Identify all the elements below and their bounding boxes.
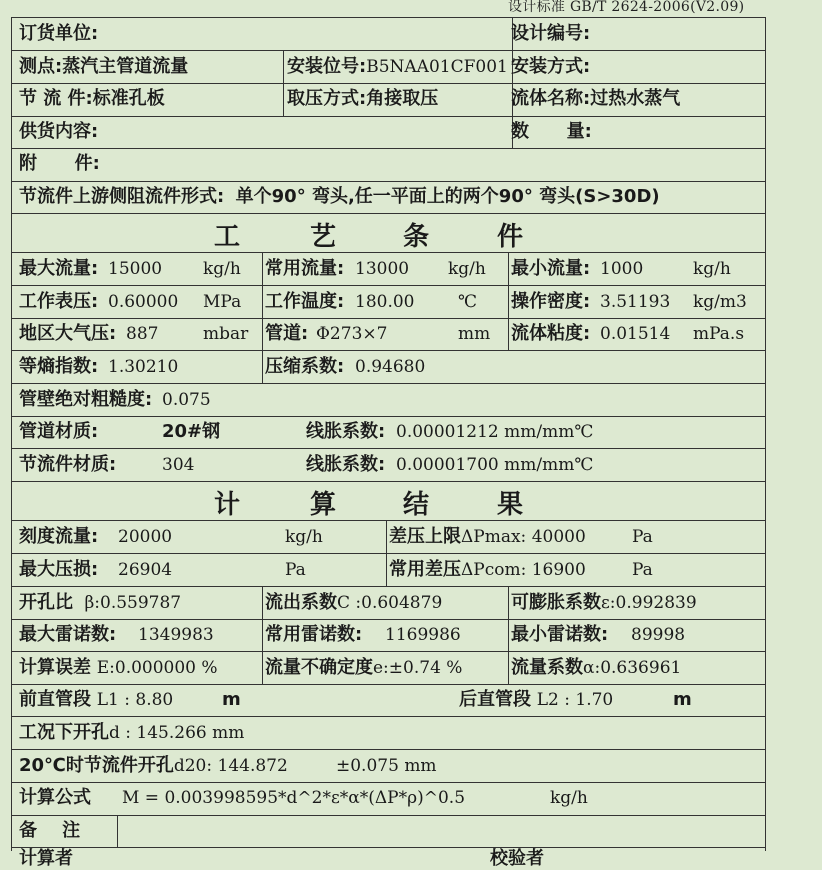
- row-divider: [11, 448, 765, 449]
- row-divider: [11, 383, 765, 384]
- row-divider: [11, 619, 765, 620]
- atm-pressure-value: 887: [126, 324, 159, 344]
- re-max-label: 最大雷诺数:: [19, 624, 117, 645]
- row-divider: [11, 285, 765, 286]
- normal-flow-value: 13000: [355, 259, 410, 279]
- max-loss-value: 26904: [118, 560, 173, 580]
- max-loss-label: 最大压损:: [19, 559, 99, 580]
- compressibility-value: 0.94680: [355, 357, 426, 377]
- bore-working-label: 工况下开孔: [19, 722, 109, 743]
- row-divider: [11, 684, 765, 685]
- tap-method-label: 取压方式:: [287, 88, 367, 109]
- row-divider: [11, 318, 765, 319]
- dp-max: [389, 526, 586, 548]
- max-flow-label: 最大流量:: [19, 258, 99, 279]
- formula-unit: kg/h: [550, 788, 588, 808]
- roughness-value: 0.075: [162, 390, 211, 410]
- tap-method: [287, 88, 438, 110]
- row-divider: [11, 148, 765, 149]
- col-divider: [117, 815, 118, 847]
- row-divider: [11, 416, 765, 417]
- bore-working: [19, 722, 244, 744]
- col-divider: [262, 252, 263, 383]
- beta-label: 开孔比: [19, 592, 73, 613]
- section-char: 工: [214, 222, 243, 252]
- discharge-coef-label: 流出系数: [265, 592, 337, 613]
- compressibility-label: 压缩系数:: [265, 356, 345, 377]
- dp-common-label: 常用差压: [389, 559, 461, 580]
- checked-by-label: 校验者: [490, 848, 544, 869]
- design-standard: 设计标准 GB/T 2624-2006(V2.09): [508, 0, 745, 15]
- discharge-coef: [265, 592, 442, 614]
- re-normal-label: 常用雷诺数:: [265, 624, 363, 645]
- scale-flow-value: 20000: [118, 527, 173, 547]
- calculated-by-label: 计算者: [19, 848, 73, 869]
- dp-max-label: 差压上限: [389, 526, 461, 547]
- work-temp-unit: ℃: [458, 292, 478, 312]
- row-divider: [11, 553, 765, 554]
- scale-flow-label: 刻度流量:: [19, 526, 99, 547]
- measure-point-label: 测点:: [19, 56, 63, 77]
- isentropic-value: 1.30210: [108, 357, 179, 377]
- re-min-value: 89998: [631, 625, 686, 645]
- row-divider: [11, 83, 765, 84]
- element-expansion-label: 线胀系数:: [306, 454, 386, 475]
- row-divider: [11, 116, 765, 117]
- work-temp-value: 180.00: [355, 292, 415, 312]
- section-char: 艺: [310, 222, 339, 252]
- density-label: 操作密度:: [511, 291, 591, 312]
- section-char: 计: [214, 490, 243, 520]
- downstream-straight: [459, 689, 613, 711]
- work-pressure-value: 0.60000: [108, 292, 179, 312]
- col-divider: [386, 520, 387, 586]
- bore-20c: [19, 755, 288, 777]
- fluid-name-label: 流体名称:: [511, 88, 591, 109]
- measure-point-value: 蒸汽主管道流量: [62, 56, 189, 77]
- pipe-expansion-label: 线胀系数:: [306, 421, 386, 442]
- viscosity-label: 流体粘度:: [511, 323, 591, 344]
- formula-value: M = 0.003998595*d^2*ε*α*(ΔP*ρ)^0.5: [122, 788, 466, 808]
- section-char: 果: [497, 490, 526, 520]
- upstream-straight: [19, 689, 173, 711]
- row-divider: [11, 847, 765, 848]
- col-divider: [508, 252, 509, 350]
- element-expansion-value: 0.00001700 mm/mm℃: [396, 455, 594, 475]
- density-unit: kg/m3: [693, 292, 747, 312]
- upstream-fitting-label: 节流件上游侧阻流件形式:: [19, 186, 225, 207]
- row-divider: [11, 815, 765, 816]
- density-value: 3.51193: [600, 292, 671, 312]
- re-max-value: 1349983: [138, 625, 214, 645]
- tap-method-value: 角接取压: [366, 88, 439, 109]
- install-method-label: 安装方式:: [511, 56, 591, 77]
- pipe-label: 管道:: [265, 323, 309, 344]
- flow-coefficient: [511, 657, 681, 679]
- upstream-straight-value: L1 : 8.80: [96, 690, 174, 710]
- throttle-element-value: 标准孔板: [92, 88, 165, 109]
- upstream-straight-unit: m: [222, 689, 241, 710]
- attachment-label: 附 件:: [19, 153, 100, 174]
- row-divider: [11, 520, 765, 521]
- upstream-fitting-value: 单个90° 弯头,任一平面上的两个90° 弯头(S>30D): [235, 186, 660, 207]
- section-char: 件: [497, 222, 526, 252]
- element-material-value: 304: [162, 455, 195, 475]
- expansibility-value: ε:0.992839: [601, 593, 697, 613]
- beta-ratio: [19, 592, 181, 614]
- downstream-straight-unit: m: [673, 689, 692, 710]
- dp-common-unit: Pa: [632, 560, 653, 580]
- row-divider: [11, 17, 765, 18]
- min-flow-unit: kg/h: [693, 259, 731, 279]
- install-position-label: 安装位号:: [287, 56, 367, 77]
- upstream-straight-label: 前直管段: [19, 689, 91, 710]
- dp-common-value: ΔPcom: 16900: [461, 560, 586, 580]
- re-min-label: 最小雷诺数:: [511, 624, 609, 645]
- section-char: 结: [403, 490, 432, 520]
- pipe-unit: mm: [458, 324, 491, 344]
- bore-20c-tolerance: ±0.075 mm: [336, 756, 437, 776]
- pipe-expansion-value: 0.00001212 mm/mm℃: [396, 422, 594, 442]
- pipe-value: Φ273×7: [316, 324, 388, 344]
- row-divider: [11, 651, 765, 652]
- flow-uncertainty-label: 流量不确定度: [265, 657, 373, 678]
- fluid-name: [511, 88, 680, 110]
- row-divider: [11, 782, 765, 783]
- upstream-fitting: [19, 186, 660, 208]
- expansibility-label: 可膨胀系数: [511, 592, 601, 613]
- min-flow-value: 1000: [600, 259, 644, 279]
- expansibility: [511, 592, 697, 614]
- fluid-name-value: 过热水蒸气: [590, 88, 681, 109]
- calc-error-label: 计算误差: [19, 657, 91, 678]
- downstream-straight-label: 后直管段: [459, 689, 531, 710]
- formula-label: 计算公式: [19, 787, 91, 808]
- bore-20c-value: d20: 144.872: [173, 756, 288, 776]
- row-divider: [11, 350, 765, 351]
- dp-common: [389, 559, 586, 581]
- row-divider: [11, 252, 765, 253]
- measure-point: [19, 56, 188, 78]
- work-pressure-unit: MPa: [203, 292, 242, 312]
- re-normal-value: 1169986: [385, 625, 461, 645]
- row-divider: [11, 716, 765, 717]
- section-char: 条: [403, 222, 432, 252]
- col-divider: [508, 586, 509, 684]
- roughness-label: 管壁绝对粗糙度:: [19, 389, 153, 410]
- viscosity-value: 0.01514: [600, 324, 671, 344]
- bore-20c-label: 20℃时节流件开孔: [19, 755, 174, 776]
- viscosity-unit: mPa.s: [693, 324, 745, 344]
- atm-pressure-label: 地区大气压:: [19, 323, 117, 344]
- min-flow-label: 最小流量:: [511, 258, 591, 279]
- scale-flow-unit: kg/h: [285, 527, 323, 547]
- normal-flow-label: 常用流量:: [265, 258, 345, 279]
- dp-max-unit: Pa: [632, 527, 653, 547]
- quantity-label: 数 量:: [511, 121, 592, 142]
- row-divider: [11, 50, 765, 51]
- pipe-material-value: 20#钢: [162, 421, 221, 442]
- calc-error: [19, 657, 218, 679]
- row-divider: [11, 481, 765, 482]
- beta-value: β:0.559787: [84, 593, 182, 613]
- work-pressure-label: 工作表压:: [19, 291, 99, 312]
- flow-coefficient-label: 流量系数: [511, 657, 583, 678]
- row-divider: [11, 213, 765, 214]
- supply-content-label: 供货内容:: [19, 121, 99, 142]
- flow-coefficient-value: α:0.636961: [583, 658, 682, 678]
- design-no-label: 设计编号:: [511, 23, 591, 44]
- max-flow-value: 15000: [108, 259, 163, 279]
- order-unit-label: 订货单位:: [19, 23, 99, 44]
- calc-error-value: E:0.000000 %: [96, 658, 218, 678]
- section-char: 算: [310, 490, 339, 520]
- row-divider: [11, 749, 765, 750]
- col-divider: [262, 586, 263, 684]
- normal-flow-unit: kg/h: [448, 259, 486, 279]
- max-flow-unit: kg/h: [203, 259, 241, 279]
- dp-max-value: ΔPmax: 40000: [461, 527, 586, 547]
- flow-uncertainty-value: e:±0.74 %: [373, 658, 463, 678]
- remark-label: 备 注: [19, 820, 81, 841]
- flow-uncertainty: [265, 657, 462, 679]
- throttle-element: [19, 88, 165, 110]
- atm-pressure-unit: mbar: [203, 324, 249, 344]
- col-divider: [283, 50, 284, 116]
- pipe-material-label: 管道材质:: [19, 421, 99, 442]
- install-position-value: B5NAA01CF001: [366, 57, 508, 77]
- row-divider: [11, 181, 765, 182]
- work-temp-label: 工作温度:: [265, 291, 345, 312]
- isentropic-label: 等熵指数:: [19, 356, 99, 377]
- bore-working-value: d : 145.266 mm: [109, 723, 245, 743]
- row-divider: [11, 586, 765, 587]
- install-position: [287, 56, 508, 78]
- downstream-straight-value: L2 : 1.70: [536, 690, 614, 710]
- max-loss-unit: Pa: [285, 560, 306, 580]
- throttle-element-label: 节 流 件:: [19, 88, 93, 109]
- discharge-coef-value: C :0.604879: [337, 593, 443, 613]
- element-material-label: 节流件材质:: [19, 454, 117, 475]
